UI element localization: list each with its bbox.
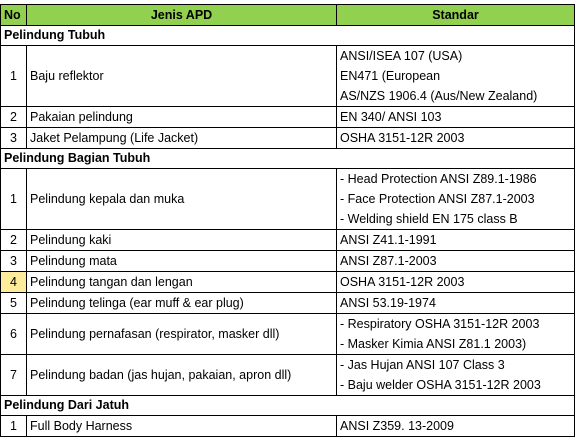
standar-line: AS/NZS 1906.4 (Aus/New Zealand) bbox=[340, 89, 538, 103]
row-standar bbox=[337, 251, 575, 272]
header-jenis: Jenis APD bbox=[27, 5, 337, 26]
standar-line: EN471 (European bbox=[340, 69, 441, 83]
standar-line: ANSI Z41.1-1991 bbox=[340, 233, 437, 247]
row-jenis: Pelindung telinga (ear muff & ear plug) bbox=[27, 293, 337, 314]
header-row bbox=[1, 5, 575, 26]
row-jenis: Pelindung mata bbox=[27, 251, 337, 272]
row-number: 1 bbox=[1, 416, 27, 437]
table-row bbox=[1, 169, 575, 230]
standar-line: ANSI 53.19-1974 bbox=[340, 296, 436, 310]
row-number: 2 bbox=[1, 107, 27, 128]
standar-line: - Welding shield EN 175 class B bbox=[340, 212, 518, 226]
header-no: No bbox=[1, 5, 27, 26]
row-jenis: Jaket Pelampung (Life Jacket) bbox=[27, 128, 337, 149]
row-number: 6 bbox=[1, 314, 27, 355]
standar-line: - Masker Kimia ANSI Z81.1 2003) bbox=[340, 337, 527, 351]
section-title: Pelindung Bagian Tubuh bbox=[1, 149, 575, 169]
table-row bbox=[1, 416, 575, 437]
row-jenis: Pakaian pelindung bbox=[27, 107, 337, 128]
row-standar bbox=[337, 416, 575, 437]
section-title: Pelindung Tubuh bbox=[1, 26, 575, 46]
section-title: Pelindung Dari Jatuh bbox=[1, 396, 575, 416]
standar-line: OSHA 3151-12R 2003 bbox=[340, 131, 465, 145]
table-row bbox=[1, 128, 575, 149]
row-jenis: Pelindung kepala dan muka bbox=[27, 169, 337, 230]
row-number: 5 bbox=[1, 293, 27, 314]
row-jenis: Pelindung pernafasan (respirator, masker dll) bbox=[27, 314, 337, 355]
standar-line: ANSI/ISEA 107 (USA) bbox=[340, 49, 463, 63]
row-standar bbox=[337, 107, 575, 128]
row-standar bbox=[337, 230, 575, 251]
row-number: 3 bbox=[1, 128, 27, 149]
table-row bbox=[1, 293, 575, 314]
section-row bbox=[1, 396, 575, 416]
table-row bbox=[1, 355, 575, 396]
row-standar bbox=[337, 128, 575, 149]
row-standar bbox=[337, 169, 575, 230]
apd-table bbox=[0, 4, 575, 437]
standar-line: ANSI Z87.1-2003 bbox=[340, 254, 437, 268]
table-body bbox=[1, 26, 575, 437]
standar-line: ANSI Z359. 13-2009 bbox=[340, 419, 454, 433]
row-jenis: Baju reflektor bbox=[27, 46, 337, 107]
row-jenis: Full Body Harness bbox=[27, 416, 337, 437]
table-row bbox=[1, 107, 575, 128]
standar-line: - Baju welder OSHA 3151-12R 2003 bbox=[340, 378, 541, 392]
header-standar: Standar bbox=[337, 5, 575, 26]
row-number: 1 bbox=[1, 169, 27, 230]
row-standar bbox=[337, 314, 575, 355]
table-row bbox=[1, 46, 575, 107]
row-number: 1 bbox=[1, 46, 27, 107]
section-row bbox=[1, 26, 575, 46]
row-jenis: Pelindung badan (jas hujan, pakaian, apron dll) bbox=[27, 355, 337, 396]
row-number: 7 bbox=[1, 355, 27, 396]
table-row bbox=[1, 272, 575, 293]
standar-line: - Jas Hujan ANSI 107 Class 3 bbox=[340, 358, 505, 372]
row-standar bbox=[337, 272, 575, 293]
row-jenis: Pelindung kaki bbox=[27, 230, 337, 251]
row-jenis: Pelindung tangan dan lengan bbox=[27, 272, 337, 293]
row-number: 2 bbox=[1, 230, 27, 251]
row-standar bbox=[337, 46, 575, 107]
standar-line: - Respiratory OSHA 3151-12R 2003 bbox=[340, 317, 540, 331]
table-row bbox=[1, 251, 575, 272]
standar-line: OSHA 3151-12R 2003 bbox=[340, 275, 465, 289]
row-standar bbox=[337, 293, 575, 314]
standar-line: - Face Protection ANSI Z87.1-2003 bbox=[340, 192, 535, 206]
row-number: 3 bbox=[1, 251, 27, 272]
standar-line: - Head Protection ANSI Z89.1-1986 bbox=[340, 172, 537, 186]
table-row bbox=[1, 230, 575, 251]
section-row bbox=[1, 149, 575, 169]
table-row bbox=[1, 314, 575, 355]
row-standar bbox=[337, 355, 575, 396]
row-number: 4 bbox=[1, 272, 27, 293]
standar-line: EN 340/ ANSI 103 bbox=[340, 110, 442, 124]
